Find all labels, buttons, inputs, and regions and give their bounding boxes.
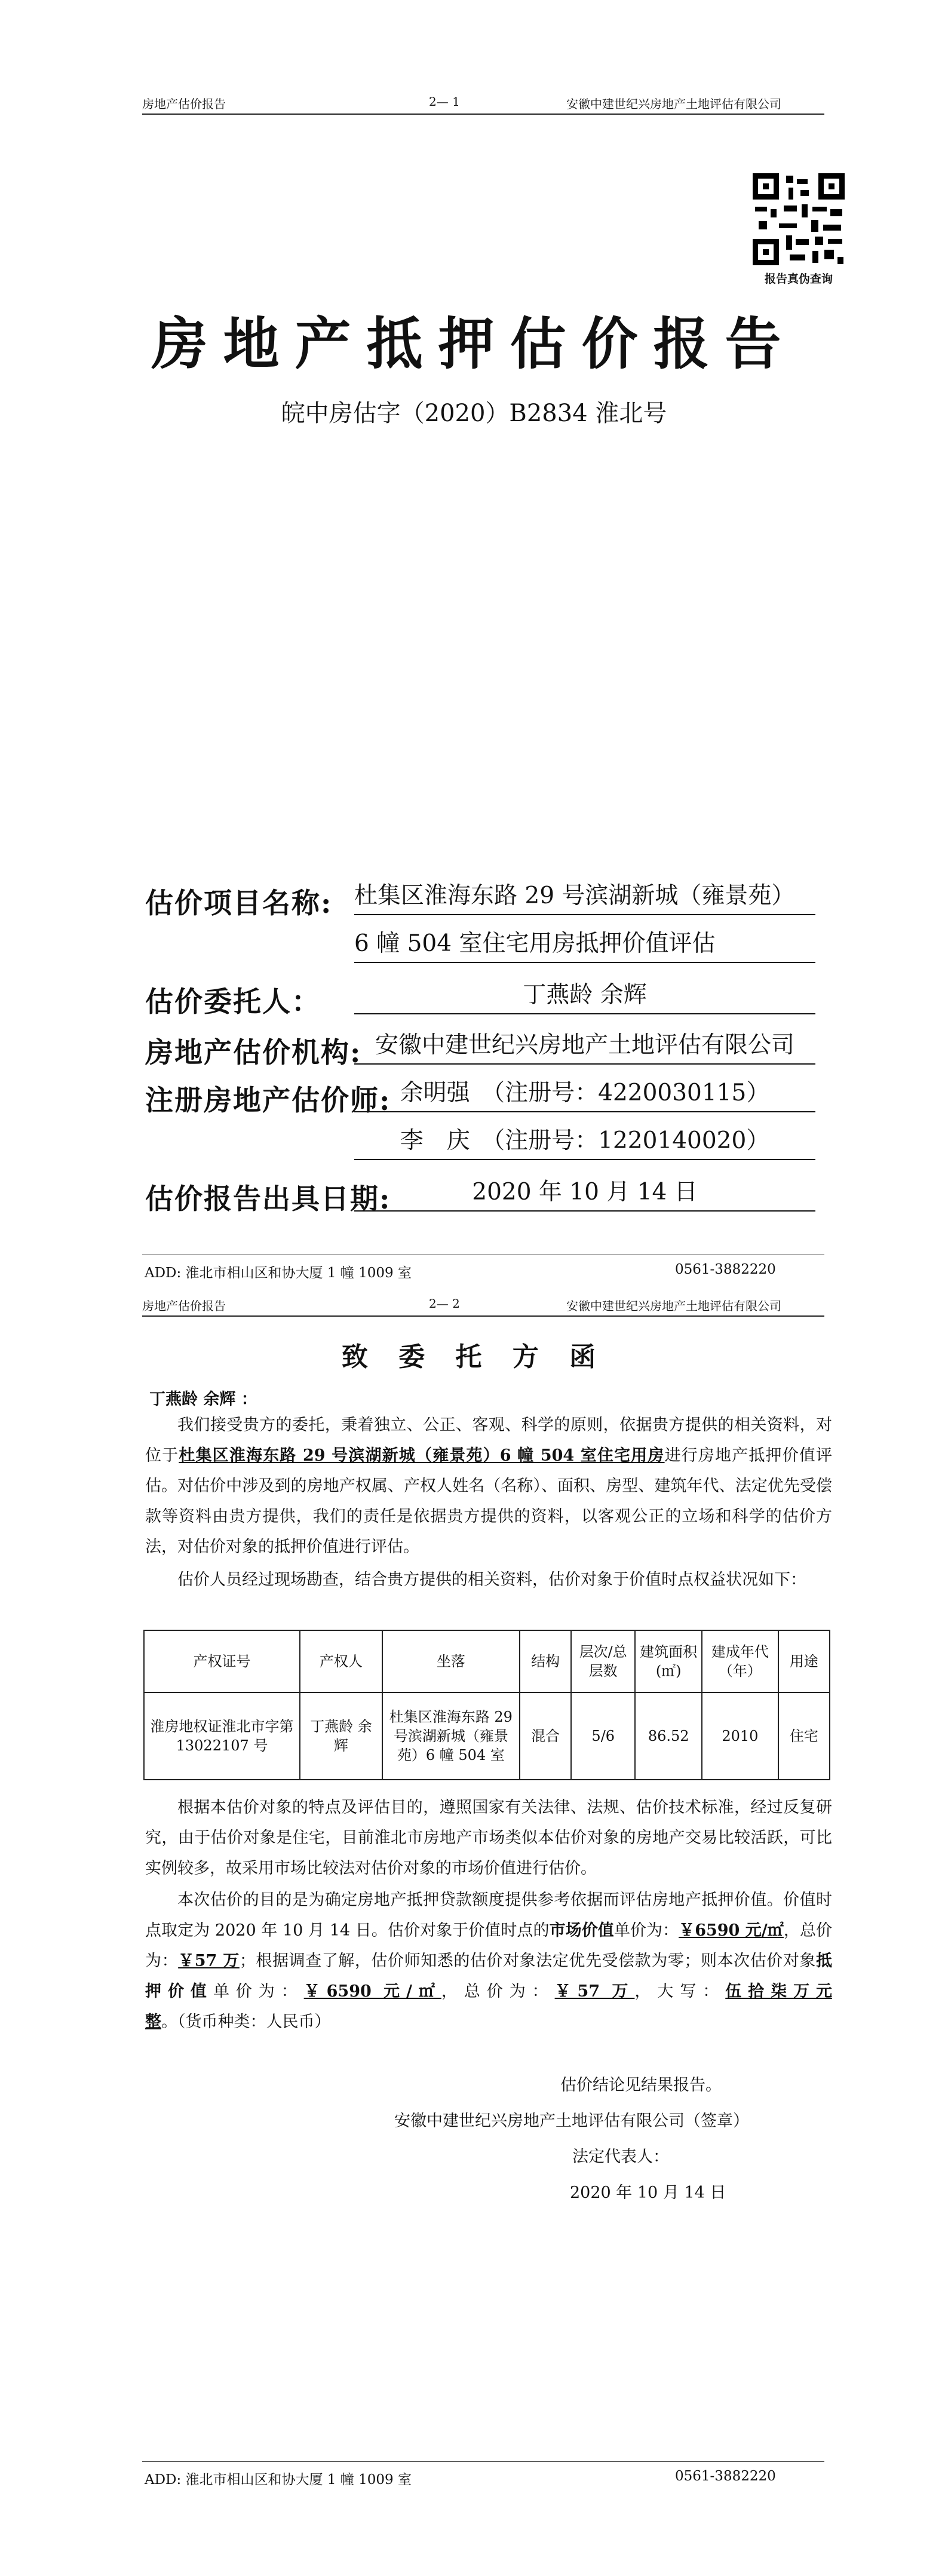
letter-title: 致 委 托 方 函: [341, 1342, 607, 1372]
appraiser-label: 注册房地产估价师:: [145, 1084, 391, 1117]
date-value: 2020 年 10 月 14 日: [354, 1174, 815, 1212]
paragraph-commission: 我们接受贵方的委托，秉着独立、公正、客观、科学的原则，依据贵方提供的相关资料，对位于杜集区淮海东路 29 号滨湖新城（雍景苑）6 幢 504 室住宅用房进行房地产抵押价值评估。对估价中涉及到的房地产权属、产权人姓名（名称）、面积、房型、建筑年代、法定优先受偿款等资料由贵方提供，我们的责任是依据贵方提供的资料，以客观公正的立场和科学的估价方法，对估价对象的抵押价值进行评估。: [145, 1416, 833, 1556]
header-left: 房地产估价报告: [142, 1299, 226, 1313]
header-right: 安徽中建世纪兴房地产土地评估有限公司: [566, 1299, 781, 1313]
table-row: [144, 1692, 830, 1780]
footer-address: ADD: 淮北市相山区和协大厦 1 幢 1009 室: [145, 1265, 412, 1281]
client-value: 丁燕龄 余辉: [354, 977, 815, 1014]
table-cell: 丁燕龄 余辉: [300, 1692, 382, 1780]
property-table: [143, 1630, 830, 1780]
table-cell: 淮房地权证淮北市字第 13022107 号: [144, 1692, 300, 1780]
footer-rule: [142, 2461, 824, 2462]
table-header: 层次/总层数: [571, 1630, 635, 1692]
appraiser-2: 李 庆 （注册号：1220140020）: [354, 1123, 815, 1160]
closing-legal-rep: 法定代表人：: [572, 2148, 669, 2166]
table-header: 坐落: [382, 1630, 520, 1692]
footer-phone: 0561-3882220: [675, 1262, 776, 1277]
qr-caption: 报告真伪查询: [764, 272, 833, 286]
date-label: 估价报告出具日期:: [145, 1183, 391, 1216]
table-header: 建筑面积(㎡): [635, 1630, 702, 1692]
project-label: 估价项目名称:: [145, 887, 333, 920]
closing-date: 2020 年 10 月 14 日: [570, 2184, 726, 2202]
paragraph-method: 根据本估价对象的特点及评估目的，遵照国家有关法律、法规、估价技术标准，经过反复研究，由于估价对象是住宅，目前淮北市房地产市场类似本估价对象的房地产交易比较活跃，可比实例较多，故采用市场比较法对估价对象的市场价值进行估价。: [145, 1798, 832, 1878]
header-rule: [142, 1315, 824, 1317]
appraiser-1: 余明强 （注册号：4220030115）: [354, 1075, 815, 1112]
table-cell: 5/6: [571, 1692, 635, 1780]
table-cell: 住宅: [778, 1692, 830, 1780]
footer-address: ADD: 淮北市相山区和协大厦 1 幢 1009 室: [145, 2472, 412, 2488]
footer-phone: 0561-3882220: [675, 2468, 776, 2484]
paragraph-conclusion: 本次估价的目的是为确定房地产抵押贷款额度提供参考依据而评估房地产抵押价值。价值时点取定为 2020 年 10 月 14 日。估价对象于价值时点的市场价值单价为：￥6590 元/㎡，总价为：￥57 万；根据调查了解，估价师知悉的估价对象法定优先受偿款为零；则本次估价对象抵押价值单价为：￥6590 元/㎡，总价为：￥57 万，大写：伍拾柒万元整。（货币种类：人民币）: [145, 1891, 833, 2031]
project-value-line2: 6 幢 504 室住宅用房抵押价值评估: [354, 926, 815, 963]
header-page-number: 2— 2: [429, 1296, 460, 1311]
table-header: 结构: [520, 1630, 571, 1692]
table-cell: 2010: [702, 1692, 778, 1780]
agency-value: 安徽中建世纪兴房地产土地评估有限公司: [354, 1028, 815, 1065]
client-label: 估价委托人：: [145, 986, 321, 1019]
paragraph-survey: 估价人员经过现场勘查，结合贵方提供的相关资料，估价对象于价值时点权益状况如下：: [177, 1571, 806, 1589]
table-header: 产权人: [300, 1630, 382, 1692]
header-right: 安徽中建世纪兴房地产土地评估有限公司: [566, 97, 781, 111]
table-header: 建成年代（年）: [702, 1630, 778, 1692]
table-header-row: [144, 1630, 830, 1692]
table-header: 产权证号: [144, 1630, 300, 1692]
header-left: 房地产估价报告: [142, 97, 226, 111]
qr-code-icon[interactable]: [753, 173, 845, 265]
header-rule: [142, 114, 824, 115]
table-cell: 混合: [520, 1692, 571, 1780]
report-number: 皖中房估字（2020）B2834 淮北号: [281, 400, 667, 427]
project-value-line1: 杜集区淮海东路 29 号滨湖新城（雍景苑）: [354, 878, 815, 915]
agency-label: 房地产估价机构:: [145, 1036, 362, 1069]
main-title: 房地产抵押估价报告: [151, 311, 797, 377]
closing-company: 安徽中建世纪兴房地产土地评估有限公司（签章）: [394, 2112, 749, 2130]
table-cell: 杜集区淮海东路 29 号滨湖新城（雍景苑）6 幢 504 室: [382, 1692, 520, 1780]
header-page-number: 2— 1: [429, 94, 460, 109]
salutation: 丁燕龄 余辉 ：: [149, 1390, 257, 1409]
closing-note: 估价结论见结果报告。: [560, 2076, 722, 2094]
table-cell: 86.52: [635, 1692, 702, 1780]
table-header: 用途: [778, 1630, 830, 1692]
